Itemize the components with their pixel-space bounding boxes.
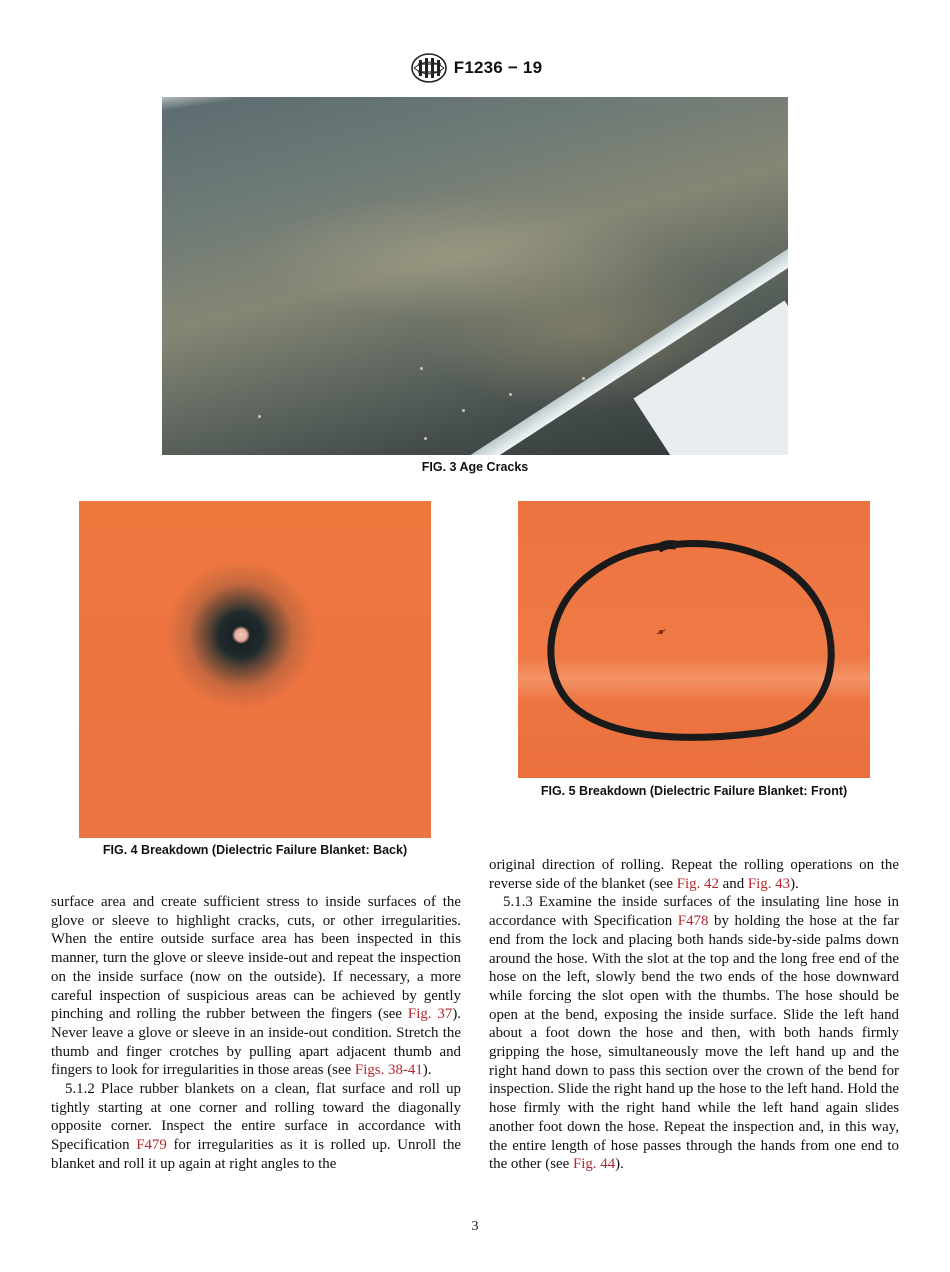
astm-logo-icon <box>408 52 450 84</box>
glove-edge-highlight <box>162 97 422 117</box>
document-id: F1236 − 19 <box>453 58 543 77</box>
text-run: ). Never leave a glove or sleeve in an inside-out condition. Stretch the thumb and finger crotches by pulling apart adjacent thumb and fingers to look for irregularities in those areas (see <box>51 1006 462 1079</box>
figure-5-caption: FIG. 5 Breakdown (Dielectric Failure Blanket: Front) <box>540 784 848 798</box>
text-run: 5.1.2 Place rubber blankets on a clean, flat surface and roll up tightly starting at one corner and rolling toward the diagonally opposite corner. Inspect the entire surface in accordance with Specification <box>51 1081 461 1154</box>
figure-3-photo <box>162 97 788 455</box>
right-text-column <box>489 856 899 1174</box>
figure-link[interactable]: Fig. 42 <box>676 875 719 892</box>
specification-link[interactable]: F478 <box>677 913 709 930</box>
page-header <box>0 52 950 84</box>
text-run: for irregularities as it is rolled up. Unroll the blanket and roll it up again at right angles to the <box>51 1137 461 1172</box>
paragraph <box>51 893 461 1080</box>
paragraph <box>51 1080 461 1174</box>
crack-speck <box>420 367 423 370</box>
specification-link[interactable]: F479 <box>136 1137 167 1154</box>
crack-speck <box>424 437 427 440</box>
figure-4-photo <box>79 501 431 838</box>
photo-background-corner <box>634 301 788 455</box>
paragraph <box>489 856 899 893</box>
crack-speck <box>542 413 545 416</box>
figure-5-photo <box>518 501 870 778</box>
figure-3-caption: FIG. 3 Age Cracks <box>421 460 529 474</box>
crack-speck <box>462 409 465 412</box>
text-run: by holding the hose at the far end from the lock and placing both hands side-by-side palms down around the hose. With the slot at the top and the long free end of the hose on the left, slowly bend the two ends of the hose downward while forcing the slot open with the thumbs. The hose should be open at the bend, exposing the inside surface. Slide the left hand about a foot down the hose and then, with both hands firmly gripping the hose, simultaneously move the left hand up and the right hand down to pass this section over the crown of the bend for inspection. Slide the right hand up the hose to the left hand. Hold the hose firmly with the right hand while the left hand again slides another foot down the hose. Repeat the inspection and, in this way, the entire length of hose passes through the hands from one end to the other (see <box>489 913 899 1173</box>
figure-4-caption: FIG. 4 Breakdown (Dielectric Failure Blanket: Back) <box>102 843 408 857</box>
text-run: ). <box>790 875 799 892</box>
paragraph <box>489 893 899 1174</box>
page-number: 3 <box>471 1219 479 1234</box>
crack-speck <box>582 377 585 380</box>
breakdown-circle-marking <box>518 501 870 778</box>
text-run: original direction of rolling. Repeat the rolling operations on the reverse side of the blanket (see <box>489 857 899 892</box>
text-run: and <box>718 875 748 892</box>
figure-link[interactable]: Fig. 37 <box>407 1006 453 1023</box>
figure-link[interactable]: Fig. 43 <box>747 875 791 892</box>
text-run: surface area and create sufficient stress to inside surfaces of the glove or sleeve to highlight cracks, cuts, or other irregularities. When the entire outside surface area has been inspected in this manner, turn the glove or sleeve inside-out and repeat the inspection on the inside surface (now on the outside). If necessary, a more careful inspection of suspicious areas can be achieved by gently pinching and rolling the rubber between the fingers (see <box>51 894 461 1023</box>
crack-speck <box>509 393 512 396</box>
crack-speck <box>258 415 261 418</box>
text-run: 5.1.3 Examine the inside surfaces of the insulating line hose in accordance with Specification <box>489 894 899 930</box>
text-run: ). <box>615 1156 624 1173</box>
text-run: ). <box>422 1062 432 1079</box>
figure-link[interactable]: Fig. 44 <box>572 1156 616 1173</box>
left-text-column <box>51 893 461 1174</box>
figure-link[interactable]: Figs. 38-41 <box>354 1062 423 1079</box>
